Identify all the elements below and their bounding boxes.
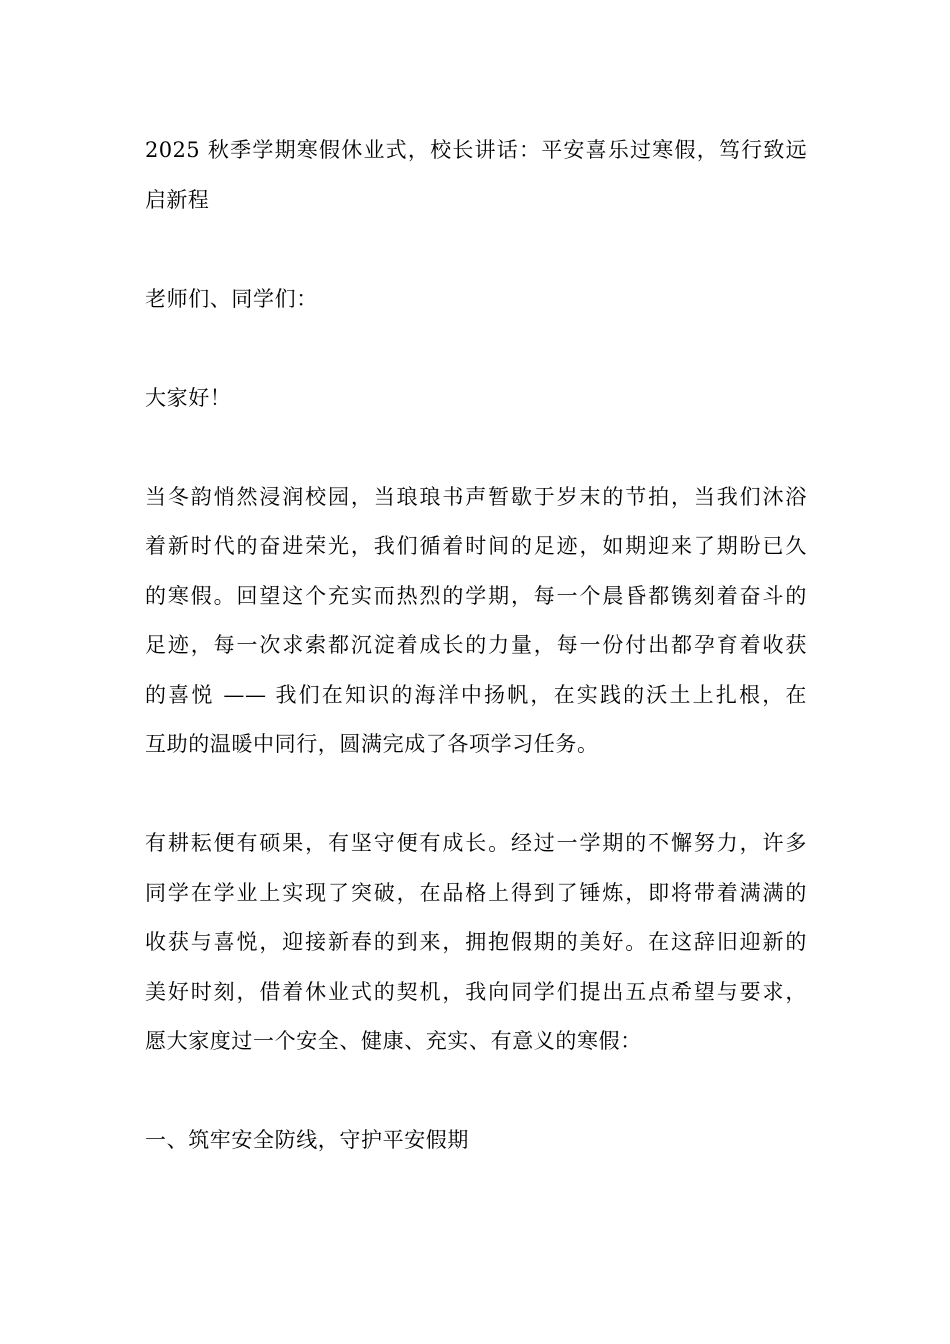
document-page [145,126,807,1166]
paragraph-spacer [145,1067,807,1117]
salutation: 老师们、同学们： [145,286,318,311]
paragraph-line: 的喜悦 —— 我们在知识的海洋中扬帆，在实践的沃土上扎根，在 [145,682,807,707]
paragraph-2 [145,819,807,1067]
paragraph-1 [145,473,807,770]
paragraph-line: 愿大家度过一个安全、健康、充实、有意义的寒假： [145,1029,642,1053]
document-title-line-2: 启新程 [145,187,210,212]
paragraph-line: 有耕耘便有硕果，有坚守便有成长。经过一学期的不懈努力，许多 [145,831,807,855]
paragraph-line: 足迹，每一次求索都沉淀着成长的力量，每一份付出都孕育着收获 [145,633,807,657]
paragraph-spacer [145,324,807,374]
paragraph-line: 美好时刻，借着休业式的契机，我向同学们提出五点希望与要求， [145,979,807,1004]
paragraph-spacer [145,225,807,275]
paragraph-line: 收获与喜悦，迎接新春的到来，拥抱假期的美好。在这辞旧迎新的 [145,930,807,954]
paragraph-line: 同学在学业上实现了突破，在品格上得到了锤炼，即将带着满满的 [145,880,807,905]
section-heading: 一、筑牢安全防线，守护平安假期 [145,1128,469,1152]
greeting: 大家好！ [145,385,232,410]
paragraph-line: 当冬韵悄然浸润校园，当琅琅书声暂歇于岁末的节拍，当我们沐浴 [145,484,807,509]
paragraph-line: 互助的温暖中同行，圆满完成了各项学习任务。 [145,732,599,756]
paragraph-spacer [145,423,807,473]
document-title-line-1: 2025 秋季学期寒假休业式，校长讲话：平安喜乐过寒假，笃行致远 [145,138,807,162]
paragraph-spacer [145,770,807,820]
paragraph-line: 的寒假。回望这个充实而热烈的学期，每一个晨昏都镌刻着奋斗的 [145,583,807,608]
paragraph-line: 着新时代的奋进荣光，我们循着时间的足迹，如期迎来了期盼已久 [145,534,807,558]
